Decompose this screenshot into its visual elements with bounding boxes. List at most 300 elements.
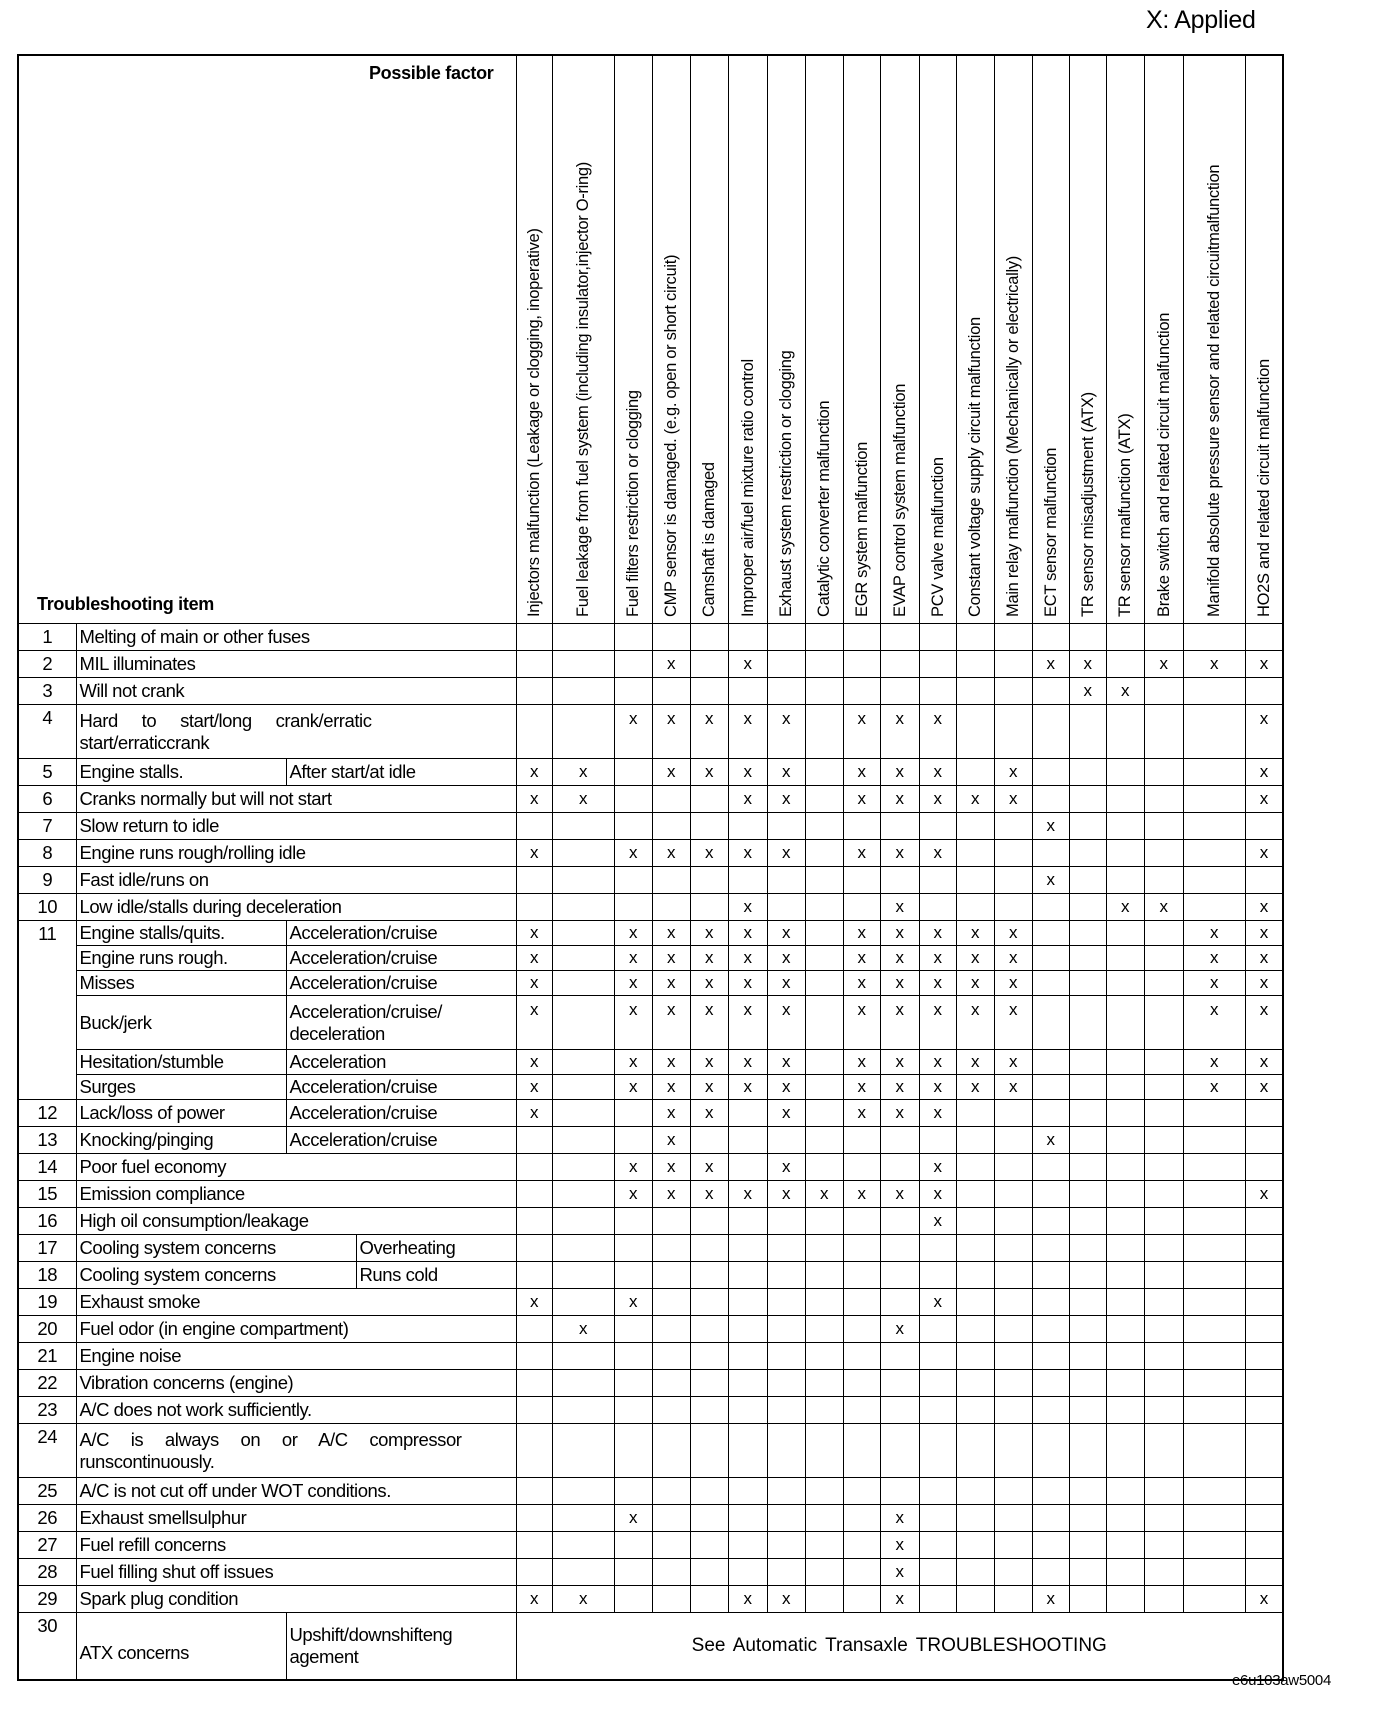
item-number: 1: [18, 624, 76, 651]
factor-cell: [1106, 1532, 1144, 1559]
factor-cell: [880, 946, 919, 971]
factor-header-label: Constant voltage supply circuit malfunction: [966, 317, 984, 617]
factor-cell: [690, 1532, 728, 1559]
applied-mark: x: [1259, 1000, 1268, 1019]
factor-cell: [1032, 1127, 1069, 1154]
factor-cell: [880, 1262, 919, 1289]
factor-cell: [1106, 1208, 1144, 1235]
item-number: 18: [18, 1262, 76, 1289]
applied-mark: x: [529, 1052, 539, 1071]
factor-cell: [1144, 946, 1183, 971]
applied-mark: x: [743, 897, 752, 916]
factor-cell: [956, 1343, 994, 1370]
troubleshooting-item-text: A/C is always on or A/C compressor runscontinuously.: [79, 1428, 462, 1472]
factor-cell: [516, 1235, 552, 1262]
factor-cell: [652, 1424, 690, 1478]
factor-header-cell: [552, 55, 614, 624]
item-number: 5: [18, 759, 76, 786]
factor-cell: [1069, 1532, 1106, 1559]
factor-cell: [614, 894, 652, 921]
factor-cell: [1069, 1262, 1106, 1289]
factor-cell: [1069, 1154, 1106, 1181]
factor-cell: [805, 1075, 843, 1100]
factor-cell: [516, 1050, 552, 1075]
factor-cell: [919, 1586, 956, 1613]
factor-cell: [728, 1127, 767, 1154]
factor-cell: [690, 624, 728, 651]
factor-cell: [767, 1262, 805, 1289]
factor-cell: [516, 1154, 552, 1181]
troubleshooting-item-text: Hard to start/long crank/erratic start/erraticcrank: [79, 709, 372, 753]
factor-header-cell: [994, 55, 1032, 624]
factor-cell: [767, 1050, 805, 1075]
factor-cell: [614, 759, 652, 786]
factor-cell: [767, 867, 805, 894]
applied-mark: x: [529, 948, 539, 967]
factor-cell: [614, 1316, 652, 1343]
factor-cell: [843, 921, 880, 946]
factor-cell: [1032, 921, 1069, 946]
factor-cell: [652, 1262, 690, 1289]
factor-cell: [767, 1343, 805, 1370]
factor-cell: [728, 651, 767, 678]
troubleshooting-item-label: Low idle/stalls during deceleration: [76, 894, 516, 921]
factor-cell: [1245, 1100, 1283, 1127]
troubleshooting-item-label: [76, 1424, 516, 1478]
applied-mark: x: [895, 948, 904, 967]
factor-header-label: TR sensor misadjustment (ATX): [1078, 392, 1097, 617]
table-row: [18, 1316, 1283, 1343]
applied-mark: x: [1259, 762, 1268, 781]
applied-mark: x: [529, 843, 539, 862]
factor-cell: [1183, 1559, 1245, 1586]
condition-label: After start/at idle: [286, 759, 516, 786]
applied-mark: x: [857, 843, 866, 862]
applied-mark: x: [857, 923, 866, 942]
factor-cell: [880, 651, 919, 678]
factor-cell: [552, 894, 614, 921]
troubleshooting-item-label: Cooling system concerns: [76, 1262, 356, 1289]
factor-cell: [956, 1075, 994, 1100]
applied-mark: x: [857, 948, 866, 967]
condition-label: Acceleration/cruise: [286, 971, 516, 996]
factor-header-label: Fuel leakage from fuel system (including insulator,injector O-ring): [574, 162, 592, 617]
factor-cell: [690, 840, 728, 867]
applied-mark: x: [529, 1103, 539, 1122]
factor-cell: [956, 678, 994, 705]
condition-label: Acceleration/cruise: [286, 921, 516, 946]
factor-header-label: TR sensor malfunction (ATX): [1116, 413, 1134, 617]
factor-cell: [516, 1208, 552, 1235]
troubleshooting-item-label: Cranks normally but will not start: [76, 786, 516, 813]
applied-mark: x: [933, 1000, 942, 1019]
factor-header-label: Camshaft is damaged: [700, 462, 718, 617]
factor-cell: [767, 1075, 805, 1100]
applied-mark: x: [781, 1184, 791, 1203]
factor-cell: [1245, 813, 1283, 840]
table-row: [18, 1532, 1283, 1559]
factor-cell: [919, 1532, 956, 1559]
factor-cell: [690, 1505, 728, 1532]
factor-cell: [805, 1343, 843, 1370]
applied-mark: x: [933, 948, 942, 967]
applied-mark: x: [857, 1052, 866, 1071]
applied-mark: x: [1083, 681, 1092, 700]
factor-cell: [843, 1559, 880, 1586]
troubleshooting-item-label: Will not crank: [76, 678, 516, 705]
factor-cell: [767, 759, 805, 786]
applied-mark: x: [743, 1077, 752, 1096]
applied-mark: x: [628, 1184, 638, 1203]
factor-cell: [1183, 813, 1245, 840]
factor-cell: [956, 894, 994, 921]
factor-cell: [880, 1316, 919, 1343]
troubleshooting-item-label: Engine noise: [76, 1343, 516, 1370]
applied-mark: x: [1259, 654, 1268, 673]
factor-cell: [1144, 1127, 1183, 1154]
factor-cell: [1144, 624, 1183, 651]
factor-cell: [614, 1208, 652, 1235]
applied-mark: x: [781, 1077, 791, 1096]
factor-cell: [843, 1235, 880, 1262]
factor-cell: [1245, 678, 1283, 705]
factor-cell: [994, 1154, 1032, 1181]
factor-cell: [1245, 1370, 1283, 1397]
applied-mark: x: [1259, 923, 1268, 942]
factor-cell: [728, 1586, 767, 1613]
factor-cell: [767, 840, 805, 867]
factor-header-label: Improper air/fuel mixture ratio control: [738, 359, 757, 617]
factor-cell: [552, 946, 614, 971]
factor-cell: [919, 651, 956, 678]
factor-cell: [1032, 1100, 1069, 1127]
factor-cell: [805, 759, 843, 786]
applied-mark: x: [933, 709, 942, 728]
factor-cell: [1069, 1127, 1106, 1154]
factor-cell: [994, 1505, 1032, 1532]
factor-cell: [1032, 946, 1069, 971]
factor-cell: [843, 1505, 880, 1532]
table-row: [18, 651, 1283, 678]
factor-cell: [728, 1424, 767, 1478]
factor-cell: [1069, 1208, 1106, 1235]
applied-mark: x: [895, 897, 904, 916]
factor-cell: [956, 1559, 994, 1586]
factor-cell: [1032, 996, 1069, 1050]
factor-cell: [516, 1343, 552, 1370]
factor-cell: [516, 921, 552, 946]
factor-cell: [919, 1289, 956, 1316]
factor-cell: [919, 1127, 956, 1154]
factor-cell: [728, 996, 767, 1050]
factor-cell: [919, 1424, 956, 1478]
factor-cell: [690, 1316, 728, 1343]
factor-cell: [1032, 1050, 1069, 1075]
factor-cell: [994, 786, 1032, 813]
factor-cell: [843, 786, 880, 813]
factor-cell: [516, 971, 552, 996]
factor-cell: [1183, 1370, 1245, 1397]
factor-cell: [880, 894, 919, 921]
factor-cell: [690, 996, 728, 1050]
factor-cell: [1106, 1478, 1144, 1505]
factor-cell: [728, 1100, 767, 1127]
factor-cell: [1183, 624, 1245, 651]
factor-cell: [516, 1100, 552, 1127]
factor-cell: [767, 1586, 805, 1613]
applied-mark: x: [819, 1184, 829, 1203]
applied-mark: x: [933, 1103, 942, 1122]
factor-cell: [880, 678, 919, 705]
factor-cell: [994, 1235, 1032, 1262]
troubleshooting-item-label: Poor fuel economy: [76, 1154, 516, 1181]
factor-cell: [728, 1370, 767, 1397]
factor-cell: [1144, 759, 1183, 786]
factor-cell: [552, 1154, 614, 1181]
applied-mark: x: [743, 923, 752, 942]
factor-cell: [652, 1586, 690, 1613]
factor-cell: [690, 1100, 728, 1127]
factor-cell: [956, 1586, 994, 1613]
factor-cell: [728, 1532, 767, 1559]
factor-cell: [552, 786, 614, 813]
factor-cell: [1183, 786, 1245, 813]
factor-cell: [652, 1559, 690, 1586]
applied-mark: x: [529, 973, 539, 992]
table-row: [18, 1154, 1283, 1181]
applied-mark: x: [857, 789, 866, 808]
factor-cell: [614, 786, 652, 813]
factor-cell: [1069, 971, 1106, 996]
factor-header-cell: [516, 55, 552, 624]
applied-mark: x: [895, 709, 904, 728]
factor-cell: [1106, 1316, 1144, 1343]
factor-cell: [1144, 996, 1183, 1050]
item-number: 2: [18, 651, 76, 678]
factor-cell: [919, 996, 956, 1050]
applied-mark: x: [895, 1319, 904, 1338]
applied-mark: x: [704, 1077, 714, 1096]
factor-cell: [614, 1127, 652, 1154]
factor-header-label: ECT sensor malfunction: [1041, 447, 1060, 617]
factor-cell: [767, 678, 805, 705]
factor-cell: [1144, 1478, 1183, 1505]
factor-cell: [1144, 1050, 1183, 1075]
factor-cell: [843, 1424, 880, 1478]
factor-cell: [728, 1235, 767, 1262]
factor-cell: [805, 996, 843, 1050]
item-number: 19: [18, 1289, 76, 1316]
troubleshooting-item-label: Engine stalls.: [76, 759, 286, 786]
factor-header-cell: [956, 55, 994, 624]
factor-header-label: Exhaust system restriction or clogging: [777, 350, 795, 617]
condition-label: Acceleration/cruise/ deceleration: [286, 996, 516, 1050]
factor-cell: [728, 921, 767, 946]
factor-cell: [1032, 1586, 1069, 1613]
applied-mark: x: [743, 1000, 752, 1019]
factor-cell: [552, 813, 614, 840]
factor-cell: [1183, 946, 1245, 971]
factor-cell: [1183, 1343, 1245, 1370]
factor-cell: [919, 813, 956, 840]
item-number: 16: [18, 1208, 76, 1235]
factor-cell: [1183, 1181, 1245, 1208]
table-row: [18, 996, 1283, 1050]
factor-cell: [1183, 867, 1245, 894]
factor-cell: [652, 1235, 690, 1262]
troubleshooting-item-label: Exhaust smellsulphur: [76, 1505, 516, 1532]
factor-cell: [956, 1050, 994, 1075]
factor-cell: [516, 840, 552, 867]
factor-cell: [767, 1181, 805, 1208]
table-row: [18, 1050, 1283, 1075]
item-number: 28: [18, 1559, 76, 1586]
applied-mark: x: [704, 948, 714, 967]
applied-mark: x: [529, 1077, 539, 1096]
factor-cell: [1106, 786, 1144, 813]
factor-cell: [1106, 813, 1144, 840]
factor-cell: [690, 1050, 728, 1075]
factor-cell: [614, 1289, 652, 1316]
factor-cell: [728, 946, 767, 971]
factor-cell: [1032, 1208, 1069, 1235]
factor-header-cell: [1069, 55, 1106, 624]
applied-mark: x: [1259, 1589, 1268, 1608]
factor-cell: [994, 1289, 1032, 1316]
factor-cell: [1245, 1505, 1283, 1532]
applied-mark: x: [933, 1052, 942, 1071]
factor-cell: [843, 946, 880, 971]
factor-cell: [994, 1050, 1032, 1075]
factor-cell: [652, 786, 690, 813]
factor-cell: [652, 624, 690, 651]
factor-cell: [516, 867, 552, 894]
factor-cell: [1069, 1397, 1106, 1424]
factor-cell: [728, 624, 767, 651]
factor-cell: [552, 759, 614, 786]
factor-cell: [1144, 651, 1183, 678]
factor-cell: [614, 678, 652, 705]
factor-cell: [552, 1532, 614, 1559]
troubleshooting-item-label: A/C does not work sufficiently.: [76, 1397, 516, 1424]
item-number: 20: [18, 1316, 76, 1343]
factor-header-cell: [1106, 55, 1144, 624]
factor-cell: [1032, 1397, 1069, 1424]
factor-cell: [956, 1181, 994, 1208]
applied-mark: x: [933, 1157, 942, 1176]
applied-mark: x: [1209, 654, 1219, 673]
factor-cell: [805, 1154, 843, 1181]
factor-cell: [552, 678, 614, 705]
applied-mark: x: [1209, 973, 1219, 992]
troubleshooting-item-label: Misses: [76, 971, 286, 996]
factor-cell: [1032, 1316, 1069, 1343]
factor-cell: [880, 1100, 919, 1127]
table-row: [18, 759, 1283, 786]
factor-cell: [516, 1075, 552, 1100]
applied-mark: x: [578, 789, 588, 808]
factor-cell: [919, 1154, 956, 1181]
applied-mark: x: [1209, 948, 1219, 967]
factor-cell: [1106, 946, 1144, 971]
table-row: [18, 1289, 1283, 1316]
factor-cell: [614, 1397, 652, 1424]
factor-header-label: Main relay malfunction (Mechanically or electrically): [1004, 256, 1022, 617]
factor-cell: [1069, 624, 1106, 651]
item-number: 29: [18, 1586, 76, 1613]
factor-cell: [805, 1478, 843, 1505]
factor-cell: [994, 946, 1032, 971]
factor-cell: [919, 1100, 956, 1127]
factor-cell: [1245, 1289, 1283, 1316]
factor-cell: [552, 1586, 614, 1613]
factor-cell: [614, 624, 652, 651]
factor-cell: [1144, 1397, 1183, 1424]
factor-cell: [552, 1424, 614, 1478]
factor-cell: [1245, 786, 1283, 813]
applied-mark: x: [781, 1157, 791, 1176]
factor-cell: [1069, 946, 1106, 971]
factor-cell: [728, 678, 767, 705]
factor-cell: [1144, 678, 1183, 705]
factor-header-label: Injectors malfunction (Leakage or clogging, inoperative): [525, 228, 543, 617]
factor-cell: [728, 1505, 767, 1532]
applied-mark: x: [933, 1211, 942, 1230]
factor-cell: [614, 705, 652, 759]
factor-cell: [552, 921, 614, 946]
applied-mark: x: [1046, 1589, 1055, 1608]
factor-cell: [728, 971, 767, 996]
header-row: [18, 55, 1283, 624]
applied-mark: x: [895, 1535, 904, 1554]
applied-mark: x: [704, 709, 714, 728]
factor-cell: [516, 705, 552, 759]
factor-cell: [614, 867, 652, 894]
applied-mark: x: [1008, 923, 1018, 942]
factor-cell: [1032, 1505, 1069, 1532]
applied-mark: x: [1120, 681, 1130, 700]
factor-cell: [690, 759, 728, 786]
factor-header-label: PCV valve malfunction: [928, 457, 947, 617]
factor-cell: [1032, 1532, 1069, 1559]
factor-cell: [1183, 1154, 1245, 1181]
applied-mark: x: [933, 1184, 942, 1203]
factor-cell: [614, 1370, 652, 1397]
troubleshooting-item-heading: Troubleshooting item: [37, 594, 214, 614]
factor-cell: [767, 1154, 805, 1181]
factor-cell: [1069, 1370, 1106, 1397]
troubleshooting-item-label: A/C is not cut off under WOT conditions.: [76, 1478, 516, 1505]
applied-mark: x: [781, 762, 791, 781]
factor-cell: [880, 1532, 919, 1559]
troubleshooting-item-label: Buck/jerk: [76, 996, 286, 1050]
factor-cell: [805, 1127, 843, 1154]
factor-cell: [652, 1100, 690, 1127]
factor-cell: [843, 651, 880, 678]
factor-header-cell: [767, 55, 805, 624]
table-row: [18, 1424, 1283, 1478]
applied-mark: x: [743, 1184, 752, 1203]
applied-mark: x: [857, 1103, 866, 1122]
factor-cell: [994, 996, 1032, 1050]
factor-cell: [1245, 651, 1283, 678]
factor-cell: [690, 705, 728, 759]
factor-cell: [919, 786, 956, 813]
applied-mark: x: [970, 973, 980, 992]
table-row: [18, 1370, 1283, 1397]
factor-cell: [1106, 1559, 1144, 1586]
item-number: 17: [18, 1235, 76, 1262]
